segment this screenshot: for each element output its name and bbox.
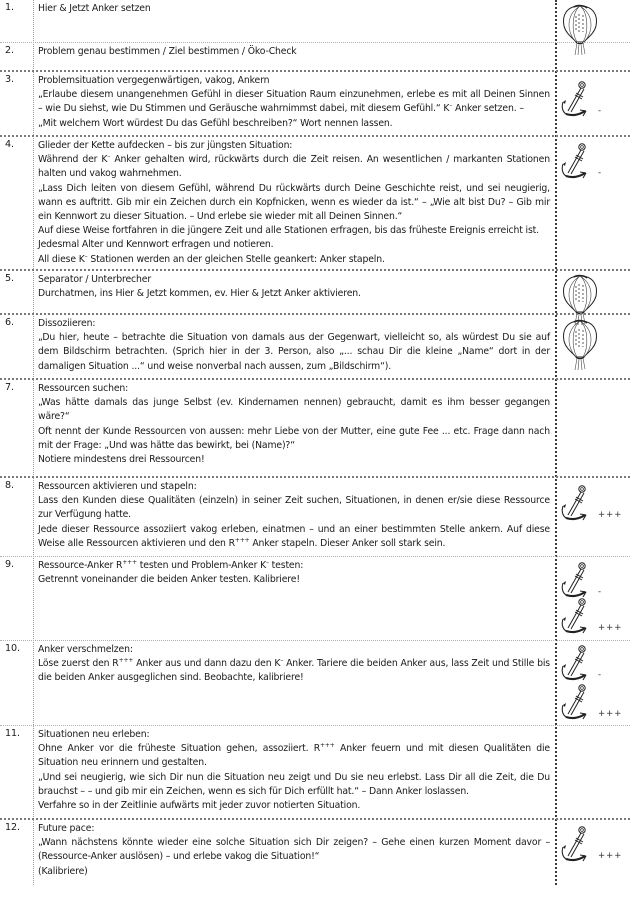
step-text xyxy=(38,480,550,551)
step-line: „Und sei neugierig, wie sich Dir nun die Situation neu zeigt und Du sie neu erlebst. Lass Dir all die Zeit, die Du brauchst – – und gib mir ein Zeichen, wenn es sich für Dich erfüllt hat.“ – Dann Anker loslassen. xyxy=(38,771,550,797)
step-text xyxy=(38,728,550,813)
table-row xyxy=(0,135,630,269)
step-title: Anker verschmelzen: xyxy=(38,644,133,655)
icon-cell xyxy=(558,557,630,641)
step-text xyxy=(38,45,550,59)
step-line: „Was hätte damals das junge Selbst (ev. Kindernamen nennen) gebraucht, damit es ihm besser gegangen wäre?“ xyxy=(38,397,550,423)
anchor-icon xyxy=(560,644,630,684)
step-text xyxy=(38,2,550,16)
step-number: 6. xyxy=(5,317,14,328)
step-number: 5. xyxy=(5,273,14,284)
step-title: Dissoziieren: xyxy=(38,318,96,329)
step-line: Auf diese Weise fortfahren in die jüngere Zeit und alle Stationen erfragen, bis das früheste Ereignis erreicht ist. xyxy=(38,225,539,237)
table-row xyxy=(0,70,630,135)
step-line: Verfahre so in der Zeitlinie aufwärts mit jeder zuvor notierten Situation. xyxy=(38,800,361,812)
icon-cell xyxy=(558,478,630,558)
anchor-icon xyxy=(560,597,630,637)
table-row xyxy=(0,476,630,556)
step-text xyxy=(38,382,550,467)
step-line: Getrennt voneinander die beiden Anker testen. Kalibriere! xyxy=(38,574,300,586)
table-row xyxy=(0,378,630,476)
step-number: 1. xyxy=(5,2,14,13)
step-line: „Lass Dich leiten von diesem Gefühl, während Du rückwärts durch Deine Geschichte reist, und sei neugierig, wann es auftritt. Gib mir ein Zeichen durch ein Kopfnicken, wenn es wieder da ist.“ – „Wie alt bist Du? – Gib mir ein Kennwort zu dieser Situation. – Und erlebe sie wieder mit all Deinen Sinnen.“ xyxy=(38,182,550,223)
step-line: Ohne Anker vor die früheste Situation gehen, assoziiert. R+++ Anker feuern und mit diesen Qualitäten die Situation neu erinnern und gestalten. xyxy=(38,742,550,769)
step-text xyxy=(38,273,550,301)
anchor-icon xyxy=(560,484,630,524)
anchor-icon xyxy=(560,683,630,723)
step-line: Oft nennt der Kunde Ressourcen von aussen: mehr Liebe von der Mutter, eine gute Fee ... etc. Frage dann nach mit der Frage: „Und was hätte das bewirkt, bei (Name)?“ xyxy=(38,425,550,451)
anchor-marker: - xyxy=(598,168,603,178)
step-line: Durchatmen, ins Hier & Jetzt kommen, ev. Hier & Jetzt Anker aktivieren. xyxy=(38,288,361,300)
step-line: Löse zuerst den R+++ Anker aus und dann dazu den K– Anker. Tariere die beiden Anker aus, lass Zeit und Stille bis die beiden Anker ausgeglichen sind. Beobachte, kalibriere! xyxy=(38,657,550,684)
step-text xyxy=(38,317,550,374)
anchor-icon xyxy=(560,825,630,865)
step-title: Ressource-Anker R+++ testen und Problem-Anker K– testen: xyxy=(38,559,304,571)
icon-cell xyxy=(558,43,630,71)
anchor-icon xyxy=(560,561,630,601)
anchor-icon xyxy=(560,80,630,120)
step-number: 11. xyxy=(5,728,20,739)
step-line: „Mit welchem Wort würdest Du das Gefühl beschreiben?“ Wort nennen lassen. xyxy=(38,117,393,129)
step-line: Lass den Kunden diese Qualitäten (einzeln) in seiner Zeit suchen, Situationen, in denen er/sie diese Ressource zur Verfügung hatte. xyxy=(38,495,550,521)
icon-cell xyxy=(558,820,630,887)
icon-cell xyxy=(558,380,630,478)
step-line: Jede dieser Ressource assoziiert vakog erleben, einatmen – und an einer bestimmten Stelle ankern. Auf diese Weise alle Ressourcen aktivieren und den R+++ Anker stapeln. Dieser Anker soll stark sein. xyxy=(38,523,550,549)
step-number: 4. xyxy=(5,139,14,150)
step-number: 10. xyxy=(5,643,20,654)
table-row xyxy=(0,313,630,378)
step-number: 8. xyxy=(5,480,14,491)
step-number: 7. xyxy=(5,382,14,393)
step-line: „Wann nächstens könnte wieder eine solche Situation sich Dir zeigen? – Gehe einen kurzen Moment davor – (Ressource-Anker auslösen) – und erlebe vakog die Situation!“ xyxy=(38,837,550,863)
table-row xyxy=(0,269,630,313)
icon-cell xyxy=(558,0,630,42)
step-title: Future pace: xyxy=(38,823,95,834)
step-title: Problemsituation vergegenwärtigen, vakog, Ankern xyxy=(38,75,270,86)
step-line: Während der K– Anker gehalten wird, rückwärts durch die Zeit reisen. An wesentlichen / markanten Stationen halten und vakog wahrnehmen. xyxy=(38,153,550,180)
icon-cell xyxy=(558,641,630,726)
icon-cell xyxy=(558,72,630,137)
anchor-marker: +++ xyxy=(598,851,623,861)
step-title: Separator / Unterbrecher xyxy=(38,274,152,285)
step-text xyxy=(38,643,550,686)
step-line: Notiere mindestens drei Ressourcen! xyxy=(38,454,205,466)
step-title: Glieder der Kette aufdecken – bis zur jüngsten Situation: xyxy=(38,140,293,151)
table-row xyxy=(0,640,630,725)
anchor-marker: +++ xyxy=(598,709,623,719)
icon-cell xyxy=(558,315,630,380)
step-title: Ressourcen suchen: xyxy=(38,383,129,394)
step-line: Jedesmal Alter und Kennwort erfragen und notieren. xyxy=(38,239,274,251)
step-title: Hier & Jetzt Anker setzen xyxy=(38,3,151,14)
step-number: 2. xyxy=(5,45,14,56)
step-title: Problem genau bestimmen / Ziel bestimmen / Öko-Check xyxy=(38,46,297,57)
anchor-icon xyxy=(560,142,630,182)
step-line: (Kalibriere) xyxy=(38,865,88,877)
step-text xyxy=(38,139,550,267)
anchor-marker: +++ xyxy=(598,623,623,633)
step-number: 12. xyxy=(5,822,20,833)
table-row xyxy=(0,818,630,885)
table-row xyxy=(0,725,630,818)
anchor-marker: - xyxy=(598,106,603,116)
icon-cell xyxy=(558,137,630,271)
step-line: „Erlaube diesem unangenehmen Gefühl in dieser Situation Raum einzunehmen, erlebe es mit all Deinen Sinnen – wie Du siehst, wie Du Stimmen und Geräusche wahrnimmst dabei, mit diesem Gefühl.“ K– Anker setzen. – xyxy=(38,89,550,115)
step-number: 3. xyxy=(5,74,14,85)
step-line: All diese K– Stationen werden an der gleichen Stelle geankert: Anker stapeln. xyxy=(38,252,385,265)
anchor-marker: - xyxy=(598,587,603,597)
step-number: 9. xyxy=(5,559,14,570)
icon-cell xyxy=(558,271,630,315)
table-row xyxy=(0,42,630,70)
step-text xyxy=(38,559,550,587)
step-text xyxy=(38,74,550,131)
step-line: „Du hier, heute – betrachte die Situation von damals aus der Gegenwart, vielleicht so, als würdest Du sie auf dem Bildschirm betrachten. (Sprich hier in der 3. Person, also „... schau Dir die kleine „Name“ dort in der damaligen Situation ...“ und weise nonverbal nach aussen, zum „Bildschirm“). xyxy=(38,332,550,372)
anchor-marker: - xyxy=(598,670,603,680)
step-title: Situationen neu erleben: xyxy=(38,729,150,740)
table-row xyxy=(0,0,630,42)
balloon-icon xyxy=(560,317,630,371)
icon-cell xyxy=(558,726,630,819)
anchor-marker: +++ xyxy=(598,510,623,520)
step-text xyxy=(38,822,550,879)
step-title: Ressourcen aktivieren und stapeln: xyxy=(38,481,197,492)
table-row xyxy=(0,556,630,640)
